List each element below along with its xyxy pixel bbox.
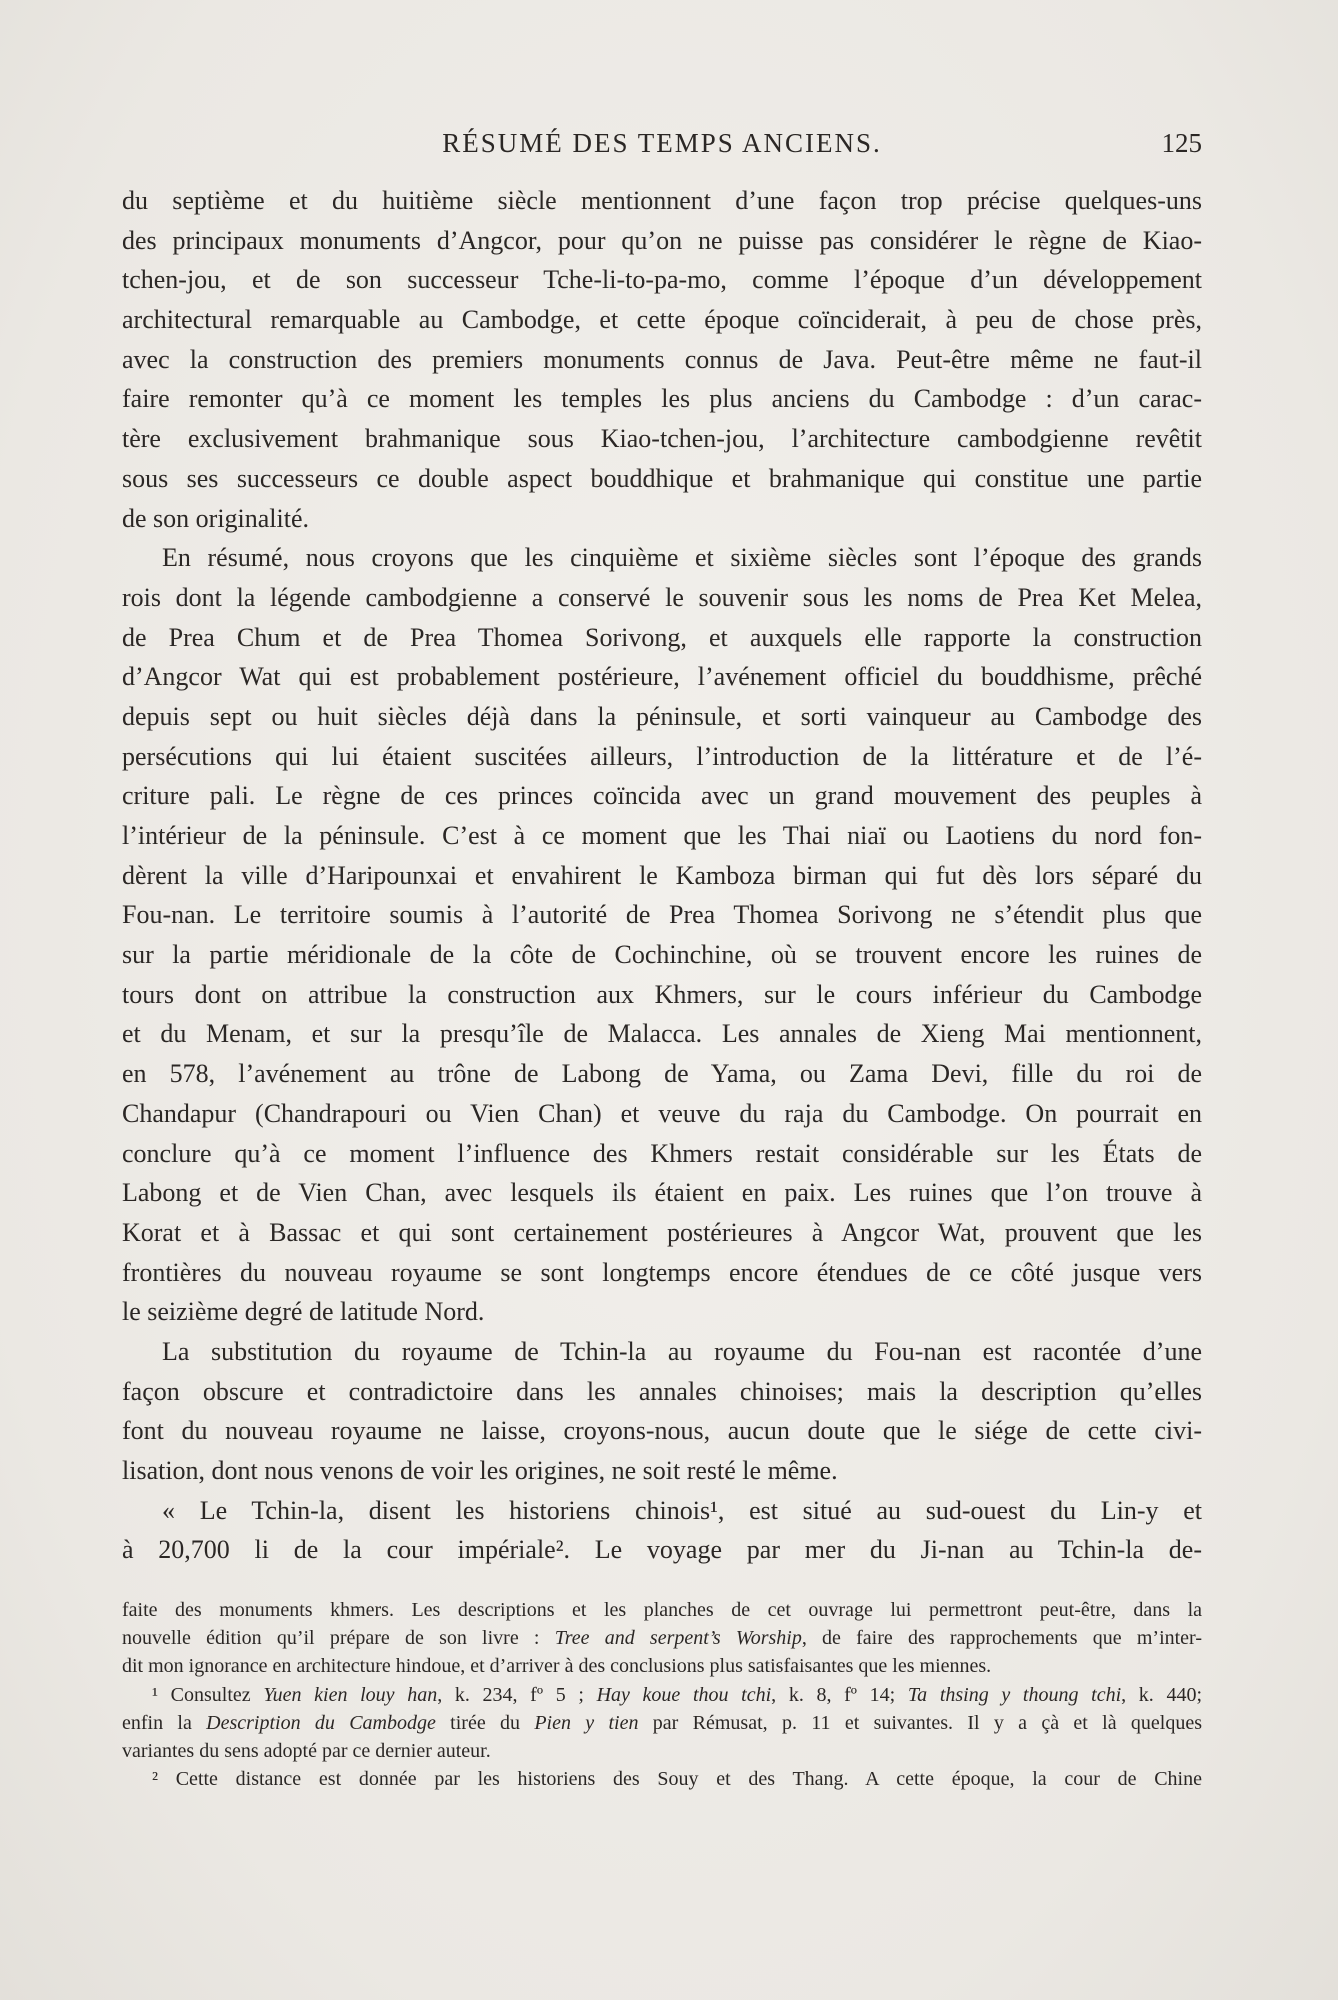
text-line: Chandapur (Chandrapouri ou Vien Chan) et veuve du raja du Cambodge. On pourrait en bbox=[122, 1098, 1202, 1128]
text-line: La substitution du royaume de Tchin-la au royaume du Fou-nan est racontée d’une bbox=[162, 1336, 1202, 1366]
text-line: criture pali. Le règne de ces princes coïncida avec un grand mouvement des peuples à bbox=[122, 781, 1202, 811]
italic-title: Description du Cambodge bbox=[206, 1711, 436, 1734]
text-line: façon obscure et contradictoire dans les annales chinoises; mais la description qu’elles bbox=[122, 1376, 1202, 1406]
text-line: lisation, dont nous venons de voir les origines, ne soit resté le même. bbox=[122, 1456, 838, 1485]
text-line: tchen-jou, et de son successeur Tche-li-to-pa-mo, comme l’époque d’un développement bbox=[122, 265, 1202, 295]
footnote bbox=[122, 1596, 1202, 1681]
page-number: 125 bbox=[1161, 128, 1202, 158]
text-segment: dit mon ignorance en architecture hindoue, et d’arriver à des conclusions plus satisfaisantes que les miennes. bbox=[122, 1655, 992, 1678]
main-text bbox=[122, 181, 1202, 1570]
text-segment: , k. 440; bbox=[1121, 1683, 1203, 1706]
text-line bbox=[122, 1681, 1202, 1709]
text-line: En résumé, nous croyons que les cinquième et sixième siècles sont l’époque des grands bbox=[162, 543, 1202, 573]
text-segment: enfin la bbox=[122, 1711, 207, 1734]
paragraph bbox=[122, 1332, 1202, 1491]
text-line: sur la partie méridionale de la côte de Cochinchine, où se trouvent encore les ruines de bbox=[122, 940, 1202, 970]
text-line: conclure qu’à ce moment l’influence des Khmers restait considérable sur les États de bbox=[122, 1138, 1202, 1168]
text-line: « Le Tchin-la, disent les historiens chinois¹, est situé au sud-ouest du Lin-y et bbox=[162, 1495, 1202, 1525]
text-line: frontières du nouveau royaume se sont longtemps encore étendues de ce côté jusque vers bbox=[122, 1257, 1202, 1287]
text-line: architectural remarquable au Cambodge, et cette époque coïnciderait, à peu de chose près, bbox=[122, 305, 1202, 335]
text-line bbox=[122, 1596, 1202, 1624]
text-segment: , k. 8, fº 14; bbox=[771, 1683, 908, 1706]
text-line: et du Menam, et sur la presqu’île de Malacca. Les annales de Xieng Mai mentionnent, bbox=[122, 1019, 1202, 1049]
text-line: des principaux monuments d’Angcor, pour qu’on ne puisse pas considérer le règne de Kiao- bbox=[122, 225, 1202, 255]
text-line bbox=[122, 1765, 1202, 1793]
text-line: font du nouveau royaume ne laisse, croyons-nous, aucun doute que le siége de cette civi- bbox=[122, 1416, 1202, 1446]
text-line: depuis sept ou huit siècles déjà dans la péninsule, et sorti vainqueur au Cambodge des bbox=[122, 701, 1202, 731]
text-line: Fou-nan. Le territoire soumis à l’autorité de Prea Thomea Sorivong ne s’étendit plus que bbox=[122, 900, 1202, 930]
text-line: de son originalité. bbox=[122, 503, 310, 533]
text-line bbox=[122, 1709, 1202, 1737]
text-segment: ¹ Consultez bbox=[152, 1683, 264, 1706]
text-line: de Prea Chum et de Prea Thomea Sorivong, et auxquels elle rapporte la construction bbox=[122, 622, 1202, 652]
italic-title: Tree and serpent’s Worship bbox=[554, 1627, 802, 1650]
text-line bbox=[122, 1737, 1202, 1765]
footnotes bbox=[122, 1596, 1202, 1793]
italic-title: Ta thsing y thoung tchi bbox=[907, 1683, 1122, 1706]
paragraph bbox=[122, 181, 1202, 538]
running-title: RÉSUMÉ DES TEMPS ANCIENS. bbox=[442, 128, 882, 158]
italic-title: Hay koue thou tchi bbox=[596, 1683, 772, 1706]
paragraph bbox=[122, 1491, 1202, 1570]
text-line: le seizième degré de latitude Nord. bbox=[122, 1297, 485, 1327]
footnote bbox=[122, 1681, 1202, 1766]
text-line: à 20,700 li de la cour impériale². Le voyage par mer du Ji-nan au Tchin-la de- bbox=[122, 1535, 1202, 1565]
paragraph bbox=[122, 538, 1202, 1332]
italic-title: Pien y tien bbox=[534, 1711, 639, 1734]
text-line: d’Angcor Wat qui est probablement postérieure, l’avénement officiel du bouddhisme, prêché bbox=[122, 662, 1202, 692]
text-line: Korat et à Bassac et qui sont certainement postérieures à Angcor Wat, prouvent que les bbox=[122, 1217, 1202, 1247]
text-line: Labong et de Vien Chan, avec lesquels ils étaient en paix. Les ruines que l’on trouve à bbox=[122, 1178, 1202, 1208]
text-segment: , k. 234, fº 5 ; bbox=[437, 1683, 597, 1706]
text-segment: faite des monuments khmers. Les descriptions et les planches de cet ouvrage lui permettront peut-être, dans la bbox=[122, 1599, 1202, 1621]
text-segment: ² Cette distance est donnée par les historiens des Souy et des Thang. A cette époque, la cour de Chine bbox=[152, 1768, 1202, 1791]
text-line: tours dont on attribue la construction aux Khmers, sur le cours inférieur du Cambodge bbox=[122, 979, 1202, 1009]
italic-title: Yuen kien louy han bbox=[263, 1683, 438, 1706]
text-segment: , de faire des rapprochements que m’inter- bbox=[801, 1627, 1202, 1650]
text-segment: par Rémusat, p. 11 et suivantes. Il y a çà et là quelques bbox=[638, 1711, 1202, 1734]
text-line: du septième et du huitième siècle mentionnent d’une façon trop précise quelques-uns bbox=[122, 186, 1202, 215]
text-line bbox=[122, 1652, 1202, 1680]
text-line: dèrent la ville d’Haripounxai et envahirent le Kamboza birman qui fut dès lors séparé du bbox=[122, 860, 1202, 890]
text-segment: tirée du bbox=[435, 1711, 535, 1734]
footnote bbox=[122, 1765, 1202, 1793]
text-line: l’intérieur de la péninsule. C’est à ce moment que les Thai niaï ou Laotiens du nord fon- bbox=[122, 821, 1202, 850]
text-line: sous ses successeurs ce double aspect bouddhique et brahmanique qui constitue une partie bbox=[122, 463, 1202, 493]
text-line: rois dont la légende cambodgienne a conservé le souvenir sous les noms de Prea Ket Melea, bbox=[122, 582, 1202, 612]
text-line bbox=[122, 1624, 1202, 1652]
running-header bbox=[122, 128, 1202, 168]
text-line: tère exclusivement brahmanique sous Kiao-tchen-jou, l’architecture cambodgienne revêtit bbox=[122, 424, 1202, 454]
text-segment: nouvelle édition qu’il prépare de son livre : bbox=[122, 1627, 555, 1650]
text-line: faire remonter qu’à ce moment les temples les plus anciens du Cambodge : d’un carac- bbox=[122, 384, 1202, 414]
text-line: persécutions qui lui étaient suscitées ailleurs, l’introduction de la littérature et de l’é- bbox=[122, 741, 1202, 771]
text-segment: variantes du sens adopté par ce dernier auteur. bbox=[122, 1739, 491, 1762]
text-line: avec la construction des premiers monuments connus de Java. Peut-être même ne faut-il bbox=[122, 344, 1202, 374]
text-line: en 578, l’avénement au trône de Labong de Yama, ou Zama Devi, fille du roi de bbox=[122, 1059, 1202, 1089]
